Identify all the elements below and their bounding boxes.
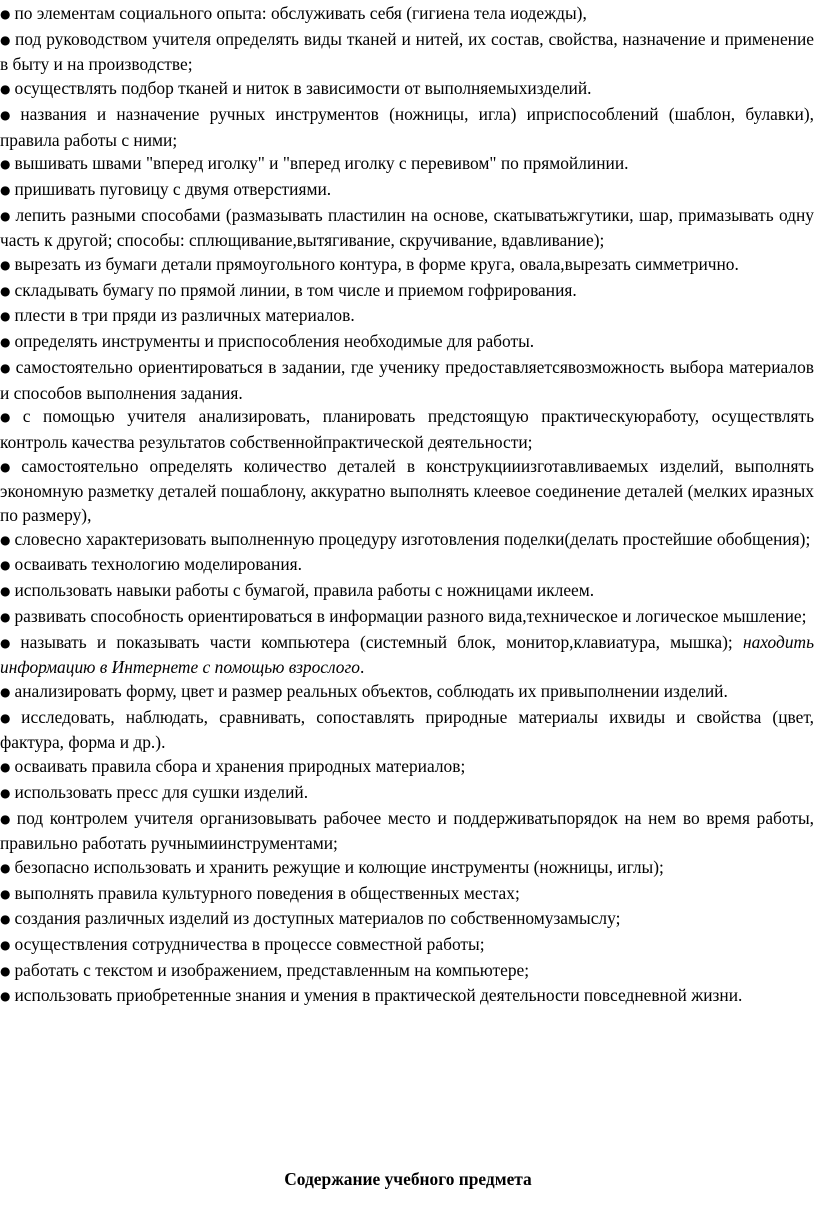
bullet-icon: ● — [0, 7, 11, 21]
list-item-text: лепить разными способами (размазывать пластилин на основе, скатыватьжгутики, шар, примазывать одну часть к другой; способы: сплющивание,вытягивание, скручивание, вдавливание); — [0, 204, 814, 251]
list-item — [0, 2, 814, 28]
list-item — [0, 330, 814, 356]
section-heading: Содержание учебного предмета — [284, 1169, 532, 1189]
list-item — [0, 77, 814, 103]
bullet-icon: ● — [0, 157, 11, 172]
list-item-text: названия и назначение ручных инструментов (ножницы, игла) иприспособлений (шаблон, булавки), правила работы с ними; — [0, 103, 814, 150]
list-item — [0, 605, 814, 631]
bullet-icon: ● — [0, 107, 17, 122]
list-item — [0, 807, 814, 856]
list-item — [0, 103, 814, 152]
list-item-text: использовать приобретенные знания и умения в практической деятельности повседневной жизни. — [14, 985, 743, 1006]
bullet-icon: ● — [0, 938, 11, 953]
bullet-icon: ● — [0, 82, 11, 97]
list-item-text: развивать способность ориентироваться в информации разного вида,техническое и логическое мышление; — [14, 605, 807, 626]
list-item — [0, 152, 814, 178]
list-item-text: вырезать из бумаги детали прямоугольного контура, в форме круга, овала,вырезать симметрично. — [14, 254, 739, 275]
list-item-text: использовать навыки работы с бумагой, правила работы с ножницами иклеем. — [14, 580, 595, 601]
list-item — [0, 933, 814, 959]
list-item — [0, 579, 814, 605]
list-item — [0, 984, 814, 1010]
list-item-text: под руководством учителя определять виды тканей и нитей, их состав, свойства, назначение и применение в быту и на производстве; — [0, 28, 814, 75]
bullet-icon: ● — [0, 309, 11, 324]
bullet-icon: ● — [0, 410, 19, 425]
bullet-icon: ● — [0, 989, 11, 1004]
list-item-italic-text: находить информацию в Интернете с помощью взрослого — [0, 631, 814, 678]
bullet-icon: ● — [0, 283, 11, 298]
bullet-icon: ● — [0, 360, 12, 375]
list-item — [0, 304, 814, 330]
list-item-text: создания различных изделий из доступных материалов по собственномузамыслу; — [14, 908, 621, 929]
list-item — [0, 279, 814, 305]
list-item-text: плести в три пряди из различных материалов. — [14, 305, 355, 326]
list-item — [0, 204, 814, 253]
bullet-icon: ● — [0, 785, 11, 800]
list-item-text: выполнять правила культурного поведения в общественных местах; — [14, 882, 520, 903]
list-item-text: осваивать технологию моделирования. — [14, 554, 302, 575]
list-item-text: осваивать правила сбора и хранения природных материалов; — [14, 756, 466, 777]
list-item-text: с помощью учителя анализировать, планировать предстоящую практическуюработу, осуществлять контроль качества результатов собственнойпрактической деятельности; — [0, 406, 814, 452]
list-item — [0, 856, 814, 882]
bullet-icon: ● — [0, 760, 11, 775]
bullet-icon: ● — [0, 459, 18, 474]
list-item — [0, 680, 814, 706]
list-item — [0, 781, 814, 807]
bullet-icon: ● — [0, 912, 11, 927]
list-item — [0, 959, 814, 985]
list-item-text: самостоятельно ориентироваться в задании, где ученику предоставляетсявозможность выбора материалов и способов выполнения задания. — [0, 356, 814, 403]
list-item — [0, 455, 814, 528]
bullet-icon: ● — [0, 684, 11, 699]
bullet-icon: ● — [0, 710, 18, 725]
list-item-text: использовать пресс для сушки изделий. — [14, 781, 309, 802]
list-item-text: анализировать форму, цвет и размер реальных объектов, соблюдать их привыполнении изделий. — [14, 680, 728, 701]
bullet-icon: ● — [0, 558, 11, 573]
bullet-icon: ● — [0, 335, 11, 350]
bullet-icon: ● — [0, 258, 11, 273]
list-item — [0, 882, 814, 908]
list-item — [0, 755, 814, 781]
list-item-text: осуществления сотрудничества в процессе совместной работы; — [14, 934, 485, 955]
list-item-text: безопасно использовать и хранить режущие и колющие инструменты (ножницы, иглы); — [14, 856, 664, 877]
bullet-icon: ● — [0, 532, 11, 547]
list-item — [0, 253, 814, 279]
bullet-icon: ● — [0, 635, 17, 650]
list-item-text: складывать бумагу по прямой линии, в том числе и приемом гофрирования. — [14, 279, 577, 300]
list-item-text: по элементам социального опыта: обслуживать себя (гигиена тела иодежды), — [14, 3, 587, 23]
list-item-text: самостоятельно определять количество деталей в конструкцииизготавливаемых изделий, выполнять экономную разметку деталей пошаблону, аккуратно выполнять клеевое соединение деталей (мелких иразных по размеру), — [0, 455, 814, 526]
bullet-icon: ● — [0, 886, 11, 901]
list-item — [0, 907, 814, 933]
list-item-text: словесно характеризовать выполненную процедуру изготовления поделки(делать простейшие обобщения); — [14, 528, 811, 549]
list-item — [0, 528, 814, 554]
list-item-text: осуществлять подбор тканей и ниток в зависимости от выполняемыхизделий. — [14, 78, 592, 99]
list-item — [0, 706, 814, 755]
list-item-text: пришивать пуговицу с двумя отверстиями. — [14, 178, 332, 199]
list-item-text: определять инструменты и приспособления необходимые для работы. — [14, 331, 535, 352]
bullet-icon: ● — [0, 860, 11, 875]
bullet-icon: ● — [0, 584, 11, 599]
list-item-text: называть и показывать части компьютера (системный блок, монитор,клавиатура, мышка); — [20, 631, 733, 652]
bullet-icon: ● — [0, 963, 11, 978]
list-item-text: исследовать, наблюдать, сравнивать, сопоставлять природные материалы ихвиды и свойства (цвет, фактура, форма и др.). — [0, 706, 814, 753]
list-item — [0, 28, 814, 77]
bullet-icon: ● — [0, 208, 12, 223]
list-item — [0, 356, 814, 405]
list-item — [0, 631, 814, 680]
list-item-text: работать с текстом и изображением, представленным на компьютере; — [14, 959, 530, 980]
list-item — [0, 405, 814, 454]
list-item-tail: . — [359, 657, 365, 678]
bullet-icon: ● — [0, 811, 13, 826]
bullet-icon: ● — [0, 182, 11, 197]
bullet-icon: ● — [0, 32, 11, 47]
list-item-text: под контролем учителя организовывать рабочее место и поддерживатьпорядок на нем во время работы, правильно работать ручнымиинструментами; — [0, 807, 814, 854]
list-item — [0, 178, 814, 204]
list-item-text: вышивать швами "вперед иголку" и "вперед иголку с перевивом" по прямойлинии. — [14, 153, 629, 174]
list-item — [0, 553, 814, 579]
bullet-icon: ● — [0, 609, 11, 624]
